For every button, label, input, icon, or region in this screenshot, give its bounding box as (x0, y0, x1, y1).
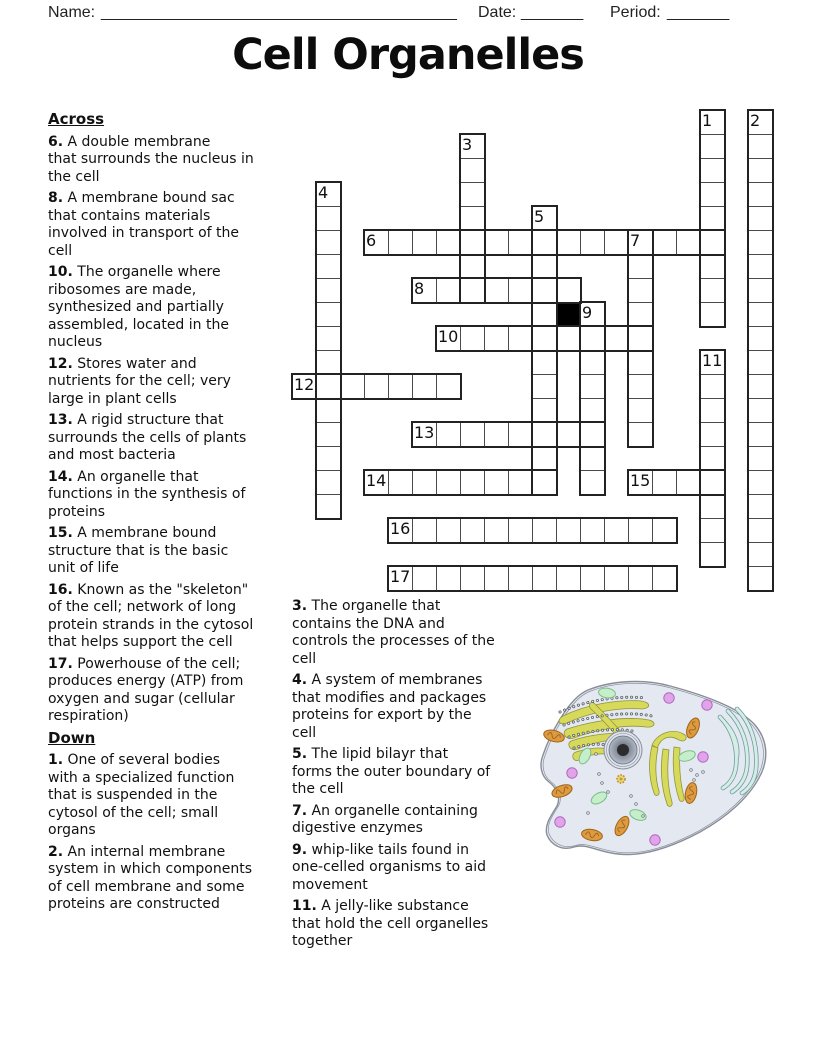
grid-cell[interactable] (460, 206, 485, 231)
clue-text: The organelle where ribosomes are made, synthesized and partially assembled, located in the nucleus (48, 264, 229, 350)
grid-cell[interactable] (532, 398, 557, 423)
grid-cell[interactable] (748, 374, 773, 399)
clue-number: 7. (292, 802, 308, 819)
grid-cell[interactable] (460, 230, 485, 255)
clues-column-left (48, 111, 302, 918)
grid-cell[interactable] (436, 278, 461, 303)
grid-cell[interactable] (748, 134, 773, 159)
grid-cell[interactable] (532, 350, 557, 375)
grid-cell[interactable] (316, 446, 341, 471)
clue-number-in-grid: 6 (366, 231, 377, 250)
grid-cell[interactable] (436, 518, 461, 543)
grid-cell[interactable] (484, 470, 509, 495)
clue-number: 3. (292, 598, 308, 614)
clue-number: 4. (292, 672, 308, 688)
grid-cell[interactable] (484, 518, 509, 543)
grid-cell[interactable] (748, 206, 773, 231)
clue-number: 14. (48, 468, 73, 485)
grid-cell[interactable] (748, 278, 773, 303)
grid-cell[interactable] (508, 566, 533, 591)
grid-cell[interactable] (436, 422, 461, 447)
down-heading: Down (48, 728, 96, 747)
grid-cell[interactable] (580, 446, 605, 471)
grid-cell[interactable] (700, 470, 725, 495)
grid-cell[interactable] (316, 374, 341, 399)
grid-cell[interactable] (628, 254, 653, 279)
clue-text: An internal membrane system in which components of cell membrane and some proteins are constructed (48, 843, 253, 912)
grid-cell[interactable] (316, 230, 341, 255)
clue-item (48, 134, 302, 187)
grid-cell[interactable] (460, 422, 485, 447)
grid-cell[interactable] (460, 326, 485, 351)
animal-cell-illustration (533, 676, 773, 866)
grid-cell[interactable] (508, 326, 533, 351)
clue-number: 1. (48, 752, 64, 768)
grid-cell[interactable] (316, 326, 341, 351)
grid-cell[interactable] (604, 566, 629, 591)
centriole (617, 775, 625, 783)
grid-cell[interactable] (700, 374, 725, 399)
grid-cell[interactable] (484, 422, 509, 447)
clue-number-in-grid: 7 (630, 231, 641, 250)
grid-cell[interactable] (604, 518, 629, 543)
grid-cell[interactable] (532, 278, 557, 303)
grid-cell[interactable] (532, 230, 557, 255)
grid-cell[interactable] (700, 398, 725, 423)
clue-text: A rigid structure that surrounds the cells of plants and most bacteria (48, 412, 247, 463)
clue-number: 2. (48, 843, 64, 860)
clue-item (292, 898, 546, 951)
grid-cell[interactable] (436, 470, 461, 495)
grid-cell[interactable] (748, 350, 773, 375)
grid-cell[interactable] (652, 470, 677, 495)
clue-item (48, 525, 302, 578)
grid-cell[interactable] (580, 326, 605, 351)
grid-cell[interactable] (748, 470, 773, 495)
grid-cell[interactable] (676, 230, 701, 255)
clue-item (292, 803, 546, 838)
grid-cell[interactable] (508, 518, 533, 543)
grid-cell[interactable] (508, 230, 533, 255)
date-label: Date: (478, 4, 517, 21)
grid-cell[interactable] (580, 230, 605, 255)
grid-cell[interactable] (532, 302, 557, 327)
grid-cell[interactable] (700, 254, 725, 279)
grid-cell[interactable] (340, 374, 365, 399)
clue-number-in-grid: 16 (390, 519, 411, 538)
grid-cell[interactable] (604, 230, 629, 255)
grid-cell[interactable] (556, 518, 581, 543)
page-title: Cell Organelles (232, 30, 584, 80)
clue-item (292, 746, 546, 799)
grid-cell[interactable] (412, 230, 437, 255)
grid-cell[interactable] (700, 230, 725, 255)
grid-cell[interactable] (700, 278, 725, 303)
grid-cell[interactable] (604, 326, 629, 351)
clue-number-in-grid: 14 (366, 471, 387, 490)
grid-cell[interactable] (532, 446, 557, 471)
clue-number: 6. (48, 133, 64, 150)
clue-number-in-grid: 17 (390, 567, 411, 586)
clue-item (48, 412, 302, 465)
clue-item (48, 356, 302, 409)
clue-number-in-grid: 11 (702, 351, 723, 370)
clue-number-in-grid: 4 (318, 183, 329, 202)
grid-cell[interactable] (628, 278, 653, 303)
grid-cell[interactable] (652, 566, 677, 591)
blocked-cell (556, 302, 581, 327)
grid-cell[interactable] (580, 470, 605, 495)
clue-number-in-grid: 12 (294, 375, 315, 394)
grid-cell[interactable] (412, 518, 437, 543)
grid-cell[interactable] (580, 398, 605, 423)
across-heading: Across (48, 110, 105, 128)
grid-cell[interactable] (556, 326, 581, 351)
clue-text: The lipid bilayr that forms the outer boundary of the cell (292, 746, 491, 797)
clue-number-in-grid: 8 (414, 279, 425, 298)
grid-cell[interactable] (460, 566, 485, 591)
grid-cell[interactable] (508, 278, 533, 303)
grid-cell[interactable] (748, 566, 773, 591)
grid-cell[interactable] (316, 206, 341, 231)
grid-cell[interactable] (628, 422, 653, 447)
grid-cell[interactable] (700, 542, 725, 567)
grid-cell[interactable] (436, 566, 461, 591)
clue-text: Stores water and nutrients for the cell; very large in plant cells (48, 355, 231, 407)
clue-number-in-grid: 9 (582, 303, 593, 322)
grid-cell[interactable] (748, 398, 773, 423)
clue-item (292, 672, 546, 742)
grid-cell[interactable] (700, 422, 725, 447)
nucleus (604, 731, 642, 769)
grid-cell[interactable] (652, 518, 677, 543)
clue-number-in-grid: 10 (438, 327, 459, 346)
clue-number: 13. (48, 412, 73, 428)
clue-text: A jelly-like substance that hold the cell organelles together (292, 898, 489, 949)
clue-item (48, 656, 302, 726)
clue-number: 9. (292, 841, 308, 858)
grid-cell[interactable] (556, 422, 581, 447)
clue-text: One of several bodies with a specialized function that is suspended in the cytosol of the cell; small organs (48, 752, 235, 838)
clue-item (48, 264, 302, 352)
clue-item (292, 842, 546, 895)
clue-item (48, 752, 302, 840)
grid-cell[interactable] (700, 494, 725, 519)
period-label: Period: (610, 4, 661, 21)
grid-cell[interactable] (748, 254, 773, 279)
grid-cell[interactable] (436, 374, 461, 399)
grid-cell[interactable] (748, 542, 773, 567)
grid-cell[interactable] (460, 182, 485, 207)
clues-column-right (292, 598, 546, 955)
grid-cell[interactable] (628, 302, 653, 327)
grid-cell[interactable] (364, 374, 389, 399)
grid-cell[interactable] (316, 350, 341, 375)
name-line[interactable]: ________________________________________ (101, 4, 457, 21)
grid-cell[interactable] (460, 278, 485, 303)
clue-number-in-grid: 13 (414, 423, 435, 442)
clue-number: 15. (48, 525, 73, 541)
nucleolus (617, 744, 629, 756)
clue-text: A system of membranes that modifies and packages proteins for export by the cell (292, 672, 487, 741)
grid-cell[interactable] (316, 422, 341, 447)
grid-cell[interactable] (460, 518, 485, 543)
clue-text: A double membrane that surrounds the nucleus in the cell (48, 133, 254, 185)
clue-item (48, 844, 302, 914)
grid-cell[interactable] (580, 566, 605, 591)
grid-cell[interactable] (748, 326, 773, 351)
grid-cell[interactable] (700, 518, 725, 543)
grid-cell[interactable] (508, 422, 533, 447)
clue-item (48, 582, 302, 652)
grid-cell[interactable] (556, 230, 581, 255)
grid-cell[interactable] (580, 374, 605, 399)
clue-number-in-grid: 1 (702, 111, 713, 130)
grid-cell[interactable] (460, 158, 485, 183)
clue-text: A membrane bound structure that is the basic unit of life (48, 525, 229, 576)
grid-cell[interactable] (388, 374, 413, 399)
clue-text: The organelle that contains the DNA and controls the processes of the cell (292, 598, 495, 667)
grid-cell[interactable] (676, 470, 701, 495)
clue-number: 11. (292, 898, 317, 914)
grid-cell[interactable] (316, 302, 341, 327)
grid-cell[interactable] (748, 182, 773, 207)
grid-cell[interactable] (748, 446, 773, 471)
grid-cell[interactable] (460, 254, 485, 279)
grid-cell[interactable] (628, 398, 653, 423)
clue-text: A membrane bound sac that contains materials involved in transport of the cell (48, 190, 240, 259)
grid-cell[interactable] (484, 230, 509, 255)
clue-text: whip-like tails found in one-celled organisms to aid movement (292, 841, 486, 893)
grid-cell[interactable] (580, 518, 605, 543)
grid-cell[interactable] (700, 302, 725, 327)
grid-cell[interactable] (316, 470, 341, 495)
crossword-grid (292, 110, 773, 591)
clue-item (292, 598, 546, 668)
grid-cell[interactable] (532, 518, 557, 543)
clue-number-in-grid: 5 (534, 207, 545, 226)
date-line[interactable]: _______ (521, 4, 584, 21)
clue-number-in-grid: 2 (750, 111, 761, 130)
clue-number: 12. (48, 355, 73, 372)
grid-cell[interactable] (532, 470, 557, 495)
grid-cell[interactable] (388, 470, 413, 495)
period-line[interactable]: _______ (667, 4, 730, 21)
clue-number-in-grid: 15 (630, 471, 651, 490)
grid-cell[interactable] (700, 446, 725, 471)
grid-cell[interactable] (412, 566, 437, 591)
grid-cell[interactable] (484, 278, 509, 303)
clue-text: Powerhouse of the cell; produces energy (ATP) from oxygen and sugar (cellular respiration) (48, 655, 244, 724)
grid-cell[interactable] (580, 350, 605, 375)
grid-cell[interactable] (484, 326, 509, 351)
grid-cell[interactable] (436, 230, 461, 255)
grid-cell[interactable] (532, 254, 557, 279)
grid-cell[interactable] (748, 302, 773, 327)
grid-cell[interactable] (652, 230, 677, 255)
grid-cell[interactable] (748, 422, 773, 447)
grid-cell[interactable] (748, 518, 773, 543)
grid-cell[interactable] (700, 206, 725, 231)
grid-cell[interactable] (484, 566, 509, 591)
grid-cell[interactable] (628, 374, 653, 399)
grid-cell[interactable] (748, 230, 773, 255)
grid-cell[interactable] (628, 566, 653, 591)
grid-cell[interactable] (748, 494, 773, 519)
clue-number: 10. (48, 264, 73, 280)
clue-item (48, 190, 302, 260)
grid-cell[interactable] (580, 422, 605, 447)
clue-text: Known as the "skeleton" of the cell; network of long protein strands in the cytosol that helps support the cell (48, 581, 254, 650)
grid-cell[interactable] (532, 422, 557, 447)
grid-cell[interactable] (316, 398, 341, 423)
grid-cell[interactable] (316, 278, 341, 303)
clue-number-in-grid: 3 (462, 135, 473, 154)
clue-text: An organelle that functions in the synthesis of proteins (48, 468, 246, 520)
grid-cell[interactable] (412, 470, 437, 495)
grid-cell[interactable] (628, 350, 653, 375)
grid-cell[interactable] (700, 182, 725, 207)
grid-cell[interactable] (532, 566, 557, 591)
grid-cell[interactable] (316, 494, 341, 519)
clue-item (48, 469, 302, 522)
grid-cell[interactable] (700, 158, 725, 183)
grid-cell[interactable] (508, 470, 533, 495)
grid-cell[interactable] (700, 134, 725, 159)
grid-cell[interactable] (556, 566, 581, 591)
grid-cell[interactable] (628, 326, 653, 351)
grid-cell[interactable] (628, 518, 653, 543)
grid-cell[interactable] (316, 254, 341, 279)
grid-cell[interactable] (412, 374, 437, 399)
grid-cell[interactable] (532, 326, 557, 351)
grid-cell[interactable] (556, 278, 581, 303)
clue-number: 8. (48, 190, 64, 206)
clue-number: 16. (48, 581, 73, 598)
grid-cell[interactable] (748, 158, 773, 183)
clue-text: An organelle containing digestive enzymes (292, 802, 478, 836)
grid-cell[interactable] (460, 470, 485, 495)
clue-number: 5. (292, 746, 308, 762)
grid-cell[interactable] (532, 374, 557, 399)
grid-cell[interactable] (388, 230, 413, 255)
name-label: Name: (48, 4, 96, 21)
clue-number: 17. (48, 655, 73, 672)
